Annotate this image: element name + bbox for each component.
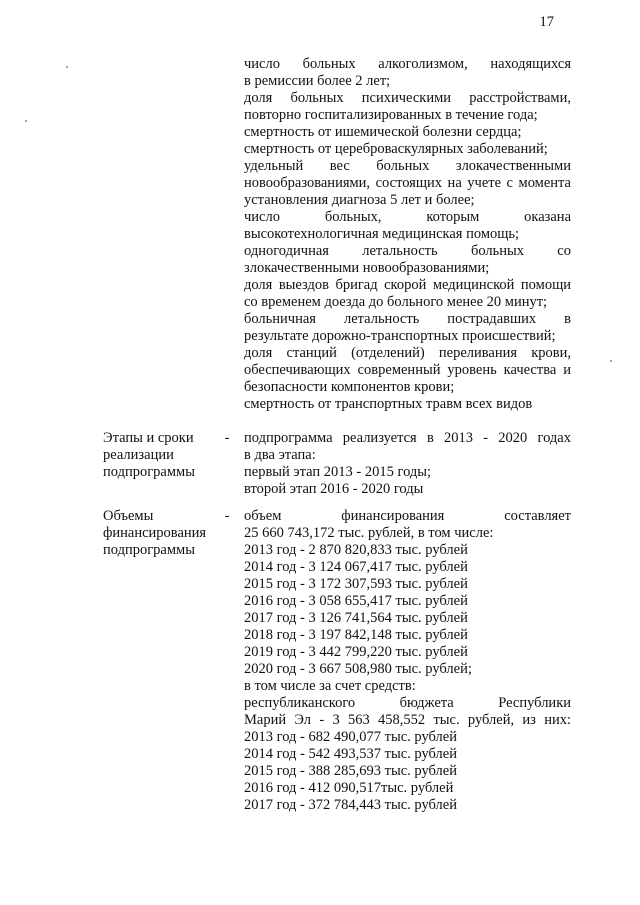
indicator-line: доля станций (отделений) переливания крови, — [244, 345, 571, 361]
funding-label-line: подпрограммы — [103, 542, 195, 558]
indicator-line: одногодичная летальность больных со — [244, 243, 571, 259]
funding-line: республиканского бюджета Республики — [244, 695, 571, 711]
indicator-line: в ремиссии более 2 лет; — [244, 73, 391, 89]
stages-label-line: Этапы и сроки — [103, 430, 194, 446]
funding-line: 2020 год - 3 667 508,980 тыс. рублей; — [244, 661, 472, 677]
indicator-line: удельный вес больных злокачественными — [244, 158, 571, 174]
stages-block — [244, 430, 571, 498]
indicator-line: смертность от цереброваскулярных заболеваний; — [244, 141, 548, 157]
stages-line: в два этапа: — [244, 447, 316, 463]
funding-line: 2013 год - 2 870 820,833 тыс. рублей — [244, 542, 468, 558]
indicator-line: повторно госпитализированных в течение года; — [244, 107, 538, 123]
funding-label-line: финансирования — [103, 525, 207, 541]
funding-line: Марий Эл - 3 563 458,552 тыс. рублей, из них: — [244, 712, 571, 728]
indicator-line: злокачественными новообразованиями; — [244, 260, 490, 276]
indicators-block — [244, 56, 571, 413]
indicator-line: доля выездов бригад скорой медицинской помощи — [244, 277, 571, 293]
funding-line: объем финансирования составляет — [244, 508, 571, 524]
stages-line: первый этап 2013 - 2015 годы; — [244, 464, 432, 480]
funding-block — [244, 508, 571, 814]
indicator-line: со временем доезда до больного менее 20 минут; — [244, 294, 548, 310]
funding-line: в том числе за счет средств: — [244, 678, 416, 694]
indicator-line: число больных, которым оказана — [244, 209, 571, 225]
funding-line: 2015 год - 388 285,693 тыс. рублей — [244, 763, 457, 779]
funding-line: 2017 год - 3 126 741,564 тыс. рублей — [244, 610, 468, 626]
indicator-line: смертность от транспортных травм всех видов — [244, 396, 533, 412]
indicator-line: безопасности компонентов крови; — [244, 379, 455, 395]
funding-line: 2015 год - 3 172 307,593 тыс. рублей — [244, 576, 468, 592]
indicator-line: высокотехнологичная медицинская помощь; — [244, 226, 520, 242]
indicator-line: новообразованиями, состоящих на учете с момента — [244, 175, 571, 191]
stages-label-line: реализации — [103, 447, 174, 463]
indicator-line: число больных алкоголизмом, находящихся — [244, 56, 571, 72]
indicator-line: больничная летальность пострадавших в — [244, 311, 571, 327]
indicator-line: обеспечивающих современный уровень качества и — [244, 362, 571, 378]
funding-line: 2014 год - 542 493,537 тыс. рублей — [244, 746, 457, 762]
funding-line: 2016 год - 3 058 655,417 тыс. рублей — [244, 593, 468, 609]
funding-line: 2013 год - 682 490,077 тыс. рублей — [244, 729, 457, 745]
funding-label — [103, 508, 228, 559]
indicator-line: доля больных психическими расстройствами, — [244, 90, 571, 106]
funding-line: 2019 год - 3 442 799,220 тыс. рублей — [244, 644, 468, 660]
scan-speck — [25, 120, 27, 122]
scan-speck — [610, 360, 612, 362]
page-number: 17 — [539, 14, 554, 30]
indicator-line: смертность от ишемической болезни сердца; — [244, 124, 522, 140]
indicator-line: установления диагноза 5 лет и более; — [244, 192, 475, 208]
indicator-line: результате дорожно-транспортных происшествий; — [244, 328, 556, 344]
funding-line: 2016 год - 412 090,517тыс. рублей — [244, 780, 454, 796]
stages-line: подпрограмма реализуется в 2013 - 2020 годах — [244, 430, 571, 446]
stages-label-line: подпрограммы — [103, 464, 195, 480]
funding-line: 2014 год - 3 124 067,417 тыс. рублей — [244, 559, 468, 575]
stages-dash: - — [224, 430, 230, 446]
funding-line: 25 660 743,172 тыс. рублей, в том числе: — [244, 525, 494, 541]
funding-label-line: Объемы — [103, 508, 154, 524]
scan-speck — [66, 66, 68, 68]
funding-dash: - — [224, 508, 230, 524]
funding-line: 2017 год - 372 784,443 тыс. рублей — [244, 797, 457, 813]
funding-line: 2018 год - 3 197 842,148 тыс. рублей — [244, 627, 468, 643]
stages-line: второй этап 2016 - 2020 годы — [244, 481, 424, 497]
stages-label — [103, 430, 228, 481]
